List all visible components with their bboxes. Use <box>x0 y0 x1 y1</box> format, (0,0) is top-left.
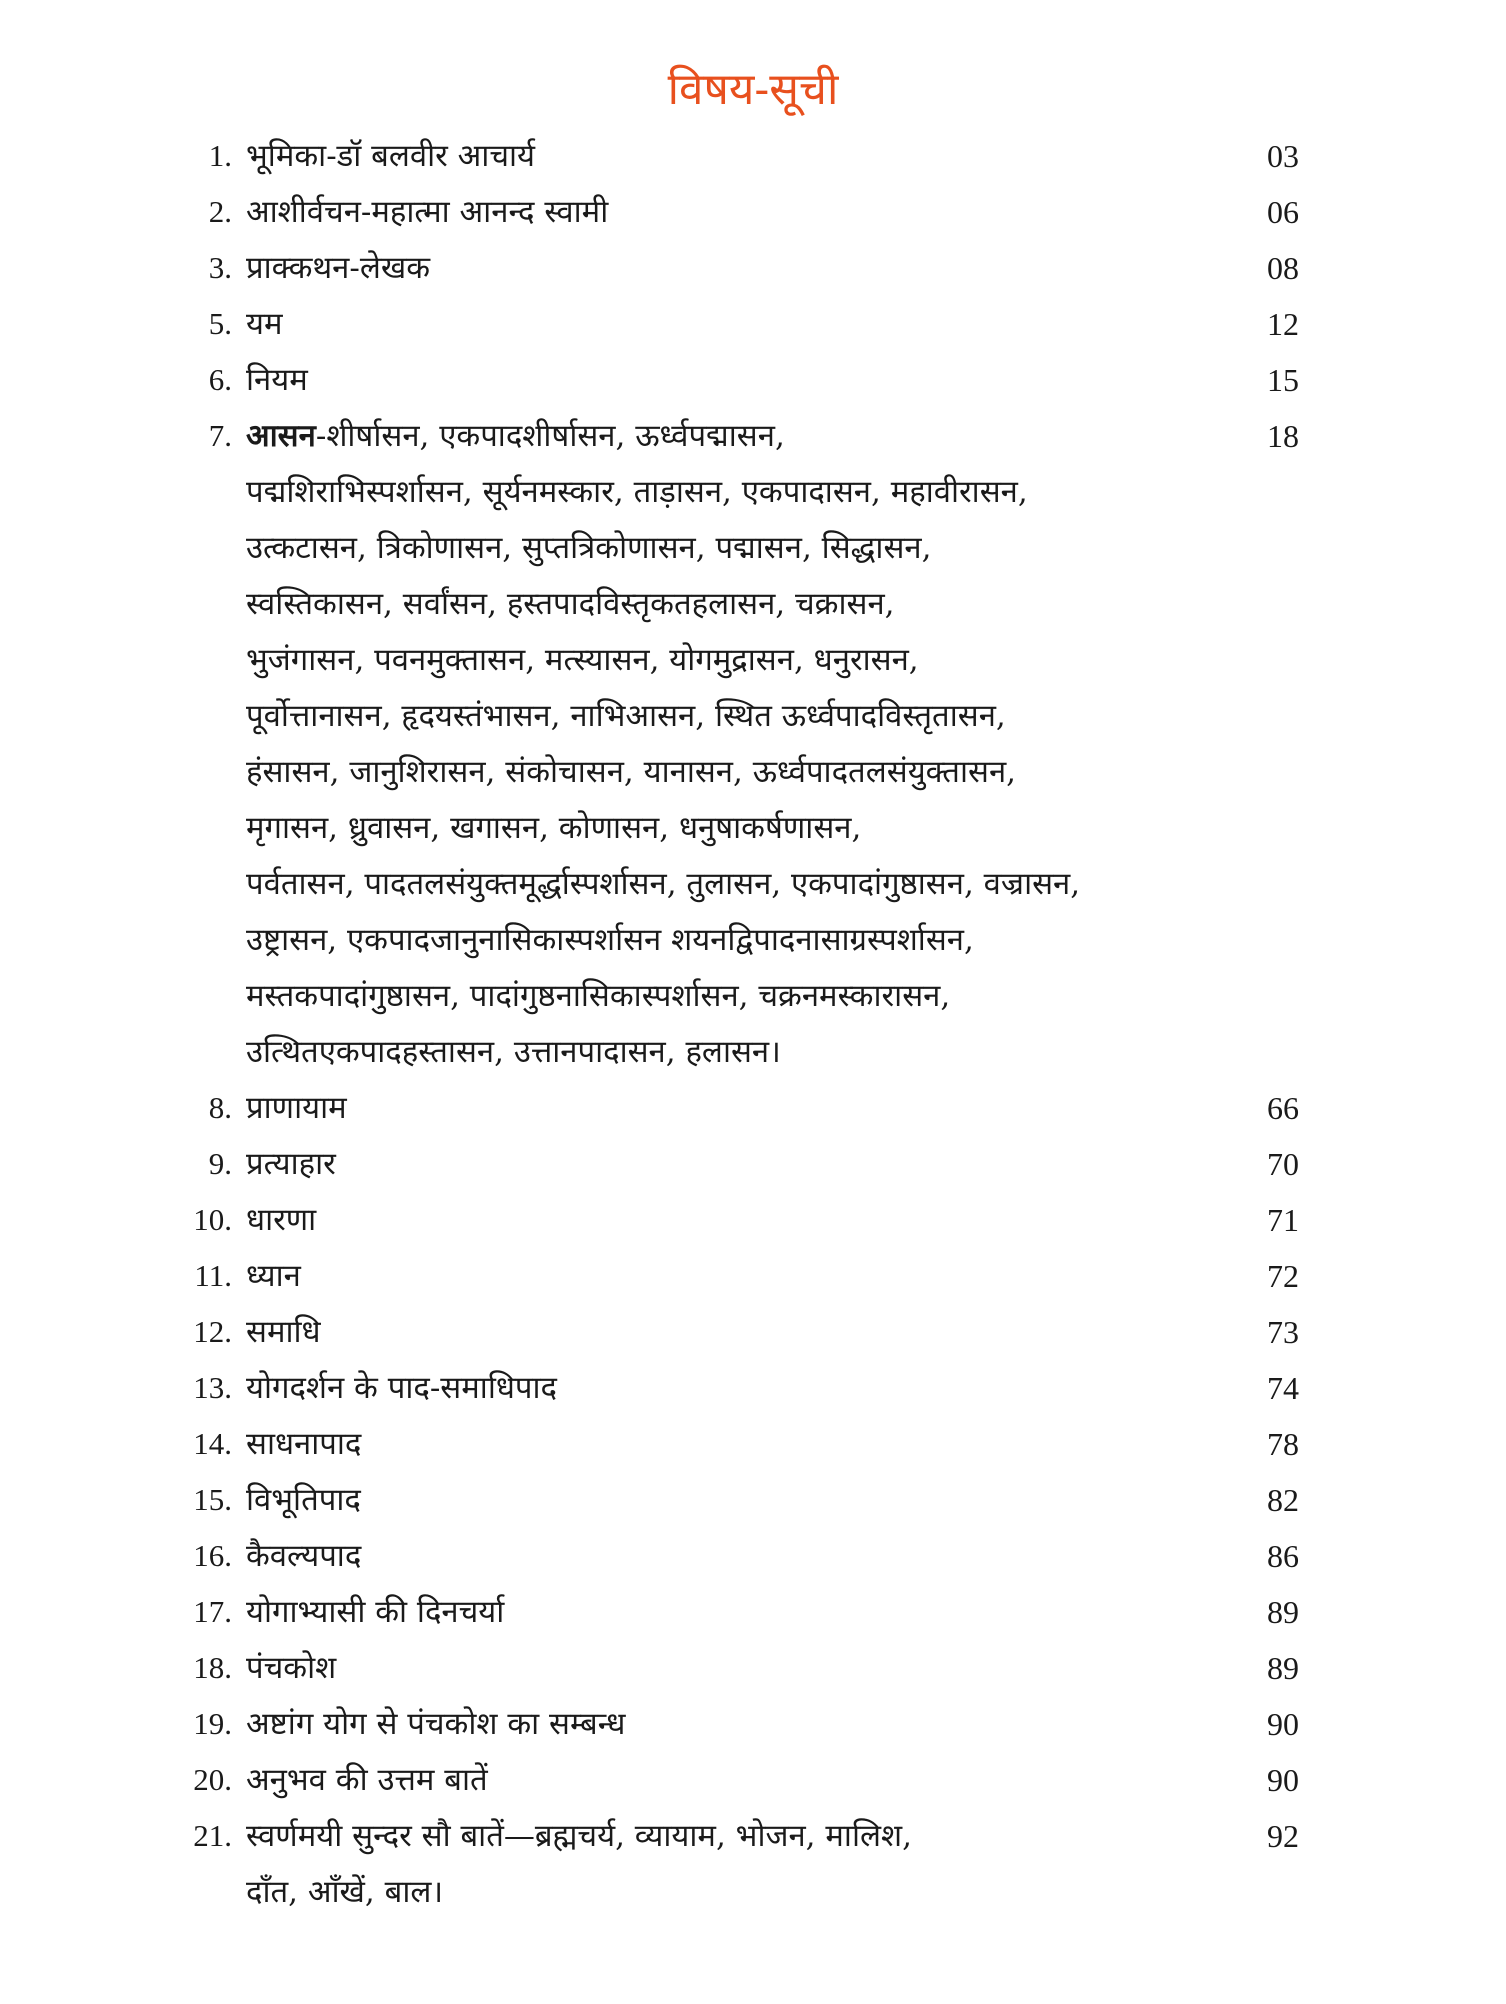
toc-entry <box>0 1304 1506 1360</box>
entry-number: 14. <box>193 1426 232 1461</box>
entry-number: 11. <box>194 1258 232 1293</box>
toc-entry <box>0 1416 1506 1472</box>
toc-entry <box>0 1192 1506 1248</box>
entry-title: योगदर्शन के पाद-समाधिपाद <box>246 1370 558 1406</box>
entry-title: धारणा <box>246 1202 317 1238</box>
toc-entry <box>0 1360 1506 1416</box>
entry-title: पंचकोश <box>246 1650 337 1686</box>
entry-continuation-line: मृगासन, ध्रुवासन, खगासन, कोणासन, धनुषाकर्षणासन, <box>246 810 862 846</box>
entry-title: भूमिका-डॉ बलवीर आचार्य <box>246 138 536 174</box>
entry-continuation-line: स्वस्तिकासन, सर्वांसन, हस्तपादविस्तृकतहलासन, चक्रासन, <box>246 586 895 622</box>
toc-entry <box>0 1528 1506 1584</box>
entry-title-line <box>246 408 1246 464</box>
toc-entry <box>0 1640 1506 1696</box>
entry-number: 3. <box>208 250 232 285</box>
entry-number: 5. <box>208 306 232 341</box>
toc-entry <box>0 184 1506 240</box>
entry-continuation-line: उत्कटासन, त्रिकोणासन, सुप्तत्रिकोणासन, पद्मासन, सिद्धासन, <box>246 530 932 566</box>
entry-page-number: 90 <box>1267 1706 1299 1742</box>
entry-number: 20. <box>193 1762 232 1797</box>
entry-page-number: 70 <box>1267 1146 1299 1182</box>
entry-page-number: 73 <box>1267 1314 1299 1350</box>
toc-entry <box>0 1248 1506 1304</box>
entry-number: 12. <box>193 1314 232 1349</box>
entry-title: प्राक्कथन-लेखक <box>246 250 431 286</box>
entry-number: 21. <box>193 1818 232 1853</box>
entry-title: विभूतिपाद <box>246 1482 361 1518</box>
entry-title: नियम <box>246 362 308 398</box>
page-title: विषय-सूची <box>667 64 839 115</box>
entry-title: समाधि <box>246 1314 321 1350</box>
toc-entry <box>0 1584 1506 1640</box>
entry-continuation-line: पर्वतासन, पादतलसंयुक्तमूर्द्धास्पर्शासन, तुलासन, एकपादांगुष्ठासन, वज्रासन, <box>246 866 1081 902</box>
toc-entry <box>0 1472 1506 1528</box>
entry-title: ध्यान <box>246 1258 301 1294</box>
entry-page-number: 71 <box>1267 1202 1299 1238</box>
entry-number: 2. <box>208 194 232 229</box>
entry-continuation-line: पूर्वोत्तानासन, हृदयस्तंभासन, नाभिआसन, स्थित ऊर्ध्वपादविस्तृतासन, <box>246 698 1006 734</box>
entry-title: अष्टांग योग से पंचकोश का सम्बन्ध <box>246 1706 626 1742</box>
entry-continuation-line: हंसासन, जानुशिरासन, संकोचासन, यानासन, ऊर्ध्वपादतलसंयुक्तासन, <box>246 754 1017 790</box>
entry-page-number: 90 <box>1267 1762 1299 1798</box>
entry-title: कैवल्यपाद <box>246 1538 362 1574</box>
entry-page-number: 82 <box>1267 1482 1299 1518</box>
entry-title: योगाभ्यासी की दिनचर्या <box>246 1594 505 1630</box>
entry-continuation-line: भुजंगासन, पवनमुक्तासन, मत्स्यासन, योगमुद्रासन, धनुरासन, <box>246 642 919 678</box>
entry-title: -शीर्षासन, एकपादशीर्षासन, ऊर्ध्वपद्मासन, <box>315 418 785 454</box>
entry-number: 15. <box>193 1482 232 1517</box>
entry-page-number: 86 <box>1267 1538 1299 1574</box>
entry-title-bold: आसन <box>246 418 316 454</box>
entry-number: 9. <box>208 1146 232 1181</box>
entry-number: 18. <box>193 1650 232 1685</box>
entry-title: प्रत्याहार <box>246 1146 336 1182</box>
entry-page-number: 06 <box>1267 194 1299 230</box>
entry-number: 10. <box>193 1202 232 1237</box>
table-of-contents <box>0 128 1506 1920</box>
toc-entry <box>0 1808 1506 1920</box>
entry-page-number: 03 <box>1267 138 1299 174</box>
entry-page-number: 08 <box>1267 250 1299 286</box>
entry-continuation-line: उत्थितएकपादहस्तासन, उत्तानपादासन, हलासन। <box>246 1034 781 1070</box>
entry-page-number: 72 <box>1267 1258 1299 1294</box>
entry-continuation-line: पद्मशिराभिस्पर्शासन, सूर्यनमस्कार, ताड़ासन, एकपादासन, महावीरासन, <box>246 474 1028 510</box>
entry-page-number: 66 <box>1267 1090 1299 1126</box>
entry-number: 16. <box>193 1538 232 1573</box>
entry-number: 1. <box>208 138 232 173</box>
entry-continuation-line: दाँत, आँखें, बाल। <box>246 1874 444 1910</box>
entry-page-number: 78 <box>1267 1426 1299 1462</box>
toc-entry <box>0 240 1506 296</box>
entry-page-number: 92 <box>1267 1818 1299 1854</box>
entry-page-number: 18 <box>1267 418 1299 454</box>
entry-title: आशीर्वचन-महात्मा आनन्द स्वामी <box>246 194 609 230</box>
toc-entry-asana <box>0 408 1506 1080</box>
toc-entry <box>0 1080 1506 1136</box>
entry-page-number: 15 <box>1267 362 1299 398</box>
toc-entry <box>0 352 1506 408</box>
entry-number: 13. <box>193 1370 232 1405</box>
entry-title: प्राणायाम <box>246 1090 347 1126</box>
entry-page-number: 74 <box>1267 1370 1299 1406</box>
entry-number: 19. <box>193 1706 232 1741</box>
entry-continuation-line: मस्तकपादांगुष्ठासन, पादांगुष्ठनासिकास्पर्शासन, चक्रनमस्कारासन, <box>246 978 951 1014</box>
entry-number: 8. <box>208 1090 232 1125</box>
entry-page-number: 12 <box>1267 306 1299 342</box>
entry-title: स्वर्णमयी सुन्दर सौ बातें—ब्रह्मचर्य, व्यायाम, भोजन, मालिश, <box>246 1818 912 1854</box>
entry-continuation-line: उष्ट्रासन, एकपादजानुनासिकास्पर्शासन शयनद्विपादनासाग्रस्पर्शासन, <box>246 922 974 958</box>
toc-entry <box>0 296 1506 352</box>
entry-page-number: 89 <box>1267 1650 1299 1686</box>
toc-entry <box>0 1136 1506 1192</box>
entry-number: 6. <box>208 362 232 397</box>
entry-number: 7. <box>208 418 232 453</box>
toc-entry <box>0 1696 1506 1752</box>
toc-entry <box>0 128 1506 184</box>
entry-number: 17. <box>193 1594 232 1629</box>
entry-title: साधनापाद <box>246 1426 362 1462</box>
entry-title: यम <box>246 306 283 342</box>
entry-page-number: 89 <box>1267 1594 1299 1630</box>
entry-title: अनुभव की उत्तम बातें <box>246 1762 488 1798</box>
toc-entry <box>0 1752 1506 1808</box>
